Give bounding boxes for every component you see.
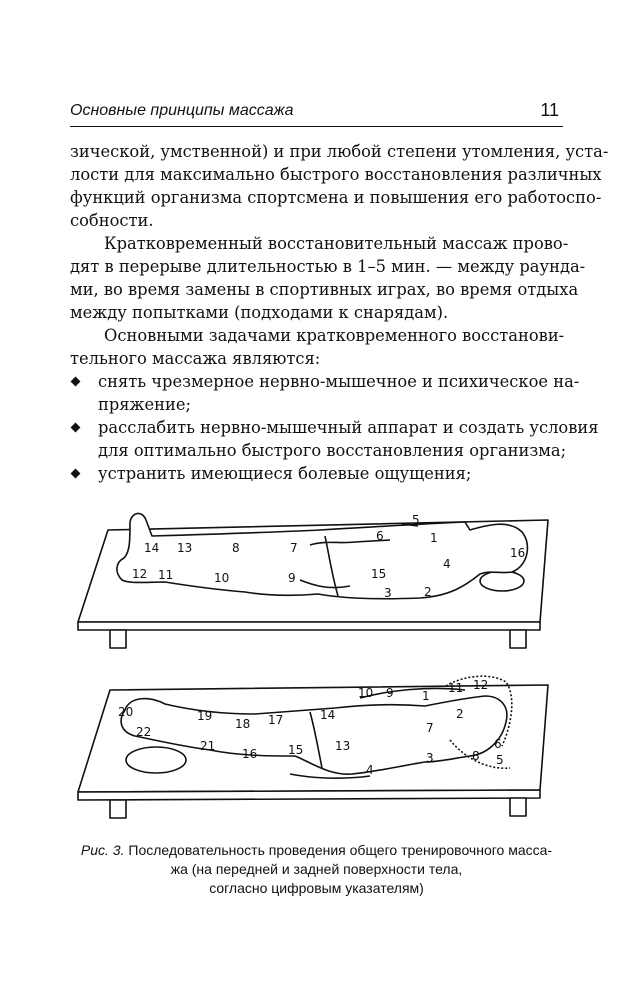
front-label-12: 12	[132, 567, 148, 581]
massage-table-edge	[78, 622, 540, 630]
front-label-3: 3	[384, 586, 392, 600]
back-label-20: 20	[118, 705, 134, 719]
front-label-4: 4	[443, 557, 451, 571]
text-line: тельного массажа являются:	[70, 349, 321, 368]
back-label-3: 3	[426, 751, 434, 765]
back-label-11: 11	[448, 681, 464, 695]
back-label-22: 22	[136, 725, 152, 739]
table-leg	[510, 630, 526, 648]
bullet-continuation: пряжение;	[98, 395, 191, 414]
paragraph-2	[70, 232, 586, 324]
front-label-5: 5	[412, 513, 420, 527]
text-line: между попытками (подходами к снарядам).	[70, 303, 449, 322]
bullet-continuation: для оптимально быстрого восстановления организма;	[98, 441, 567, 460]
page-number: 11	[540, 100, 559, 120]
diamond-bullet-icon	[71, 377, 81, 387]
caption-label: Рис. 3.	[80, 842, 125, 858]
massage-table-edge	[78, 790, 540, 800]
front-label-1: 1	[430, 531, 438, 545]
paragraph-3	[70, 324, 563, 370]
running-header	[70, 100, 563, 127]
text-line: собности.	[70, 211, 154, 230]
back-label-2: 2	[456, 707, 464, 721]
bullet-list	[70, 370, 599, 485]
diamond-bullet-icon	[71, 423, 81, 433]
front-label-6: 6	[376, 529, 384, 543]
front-label-16: 16	[510, 546, 526, 560]
back-label-14: 14	[320, 708, 336, 722]
front-label-14: 14	[144, 541, 160, 555]
back-label-5: 5	[496, 753, 504, 767]
front-label-11: 11	[158, 568, 174, 582]
caption-line-3: согласно цифровым указателям)	[209, 880, 424, 896]
bullet-item: снять чрезмерное нервно-мышечное и психическое на-	[70, 370, 563, 393]
caption-line-1: Рис. 3. Последовательность проведения общего тренировочного масса-	[80, 842, 553, 858]
body-text	[70, 140, 609, 485]
bullet-item: устранить имеющиеся болевые ощущения;	[70, 462, 563, 485]
text-line: дят в перерыве длительностью в 1–5 мин. — между раунда-	[70, 257, 586, 276]
back-label-10: 10	[358, 686, 374, 700]
massage-illustration	[70, 500, 563, 840]
back-label-13: 13	[335, 739, 351, 753]
front-label-2: 2	[424, 585, 432, 599]
back-label-1: 1	[422, 689, 430, 703]
text-line: зической, умственной) и при любой степени утомления, уста-	[70, 142, 609, 161]
paragraph-1	[70, 140, 609, 232]
front-label-7: 7	[290, 541, 298, 555]
back-view-panel	[78, 676, 548, 818]
text-line: Основными задачами кратковременного восстанови-	[104, 326, 565, 345]
front-label-10: 10	[214, 571, 230, 585]
leg-cushion	[126, 747, 186, 773]
pillow	[480, 571, 524, 591]
back-label-17: 17	[268, 713, 284, 727]
running-header-title: Основные принципы массажа	[70, 102, 294, 119]
front-label-13: 13	[177, 541, 193, 555]
table-leg	[110, 630, 126, 648]
bullet-item: расслабить нервно-мышечный аппарат и создать условия	[70, 416, 563, 439]
diamond-bullet-icon	[71, 469, 81, 479]
table-leg	[510, 798, 526, 816]
back-label-12: 12	[473, 678, 489, 692]
back-label-18: 18	[235, 717, 251, 731]
back-label-16: 16	[242, 747, 258, 761]
back-label-19: 19	[197, 709, 213, 723]
text-line: ми, во время замены в спортивных играх, во время отдыха	[70, 280, 579, 299]
table-leg	[110, 800, 126, 818]
caption-line-2: жа (на передней и задней поверхности тела,	[170, 861, 463, 877]
massage-sequence-figure	[70, 500, 563, 840]
back-label-6: 6	[494, 737, 502, 751]
text-line: Кратковременный восстановительный массаж прово-	[104, 234, 569, 253]
figure-caption	[70, 841, 563, 898]
text-line: функций организма спортсмена и повышения его работоспо-	[70, 188, 602, 207]
front-label-9: 9	[288, 571, 296, 585]
front-label-15: 15	[371, 567, 387, 581]
front-view-panel	[78, 513, 548, 648]
back-label-7: 7	[426, 721, 434, 735]
back-label-15: 15	[288, 743, 304, 757]
back-label-8: 8	[472, 749, 480, 763]
text-line: лости для максимально быстрого восстановления различных	[70, 165, 602, 184]
front-label-8: 8	[232, 541, 240, 555]
back-label-4: 4	[366, 763, 374, 777]
back-label-9: 9	[386, 686, 394, 700]
back-label-21: 21	[200, 739, 216, 753]
